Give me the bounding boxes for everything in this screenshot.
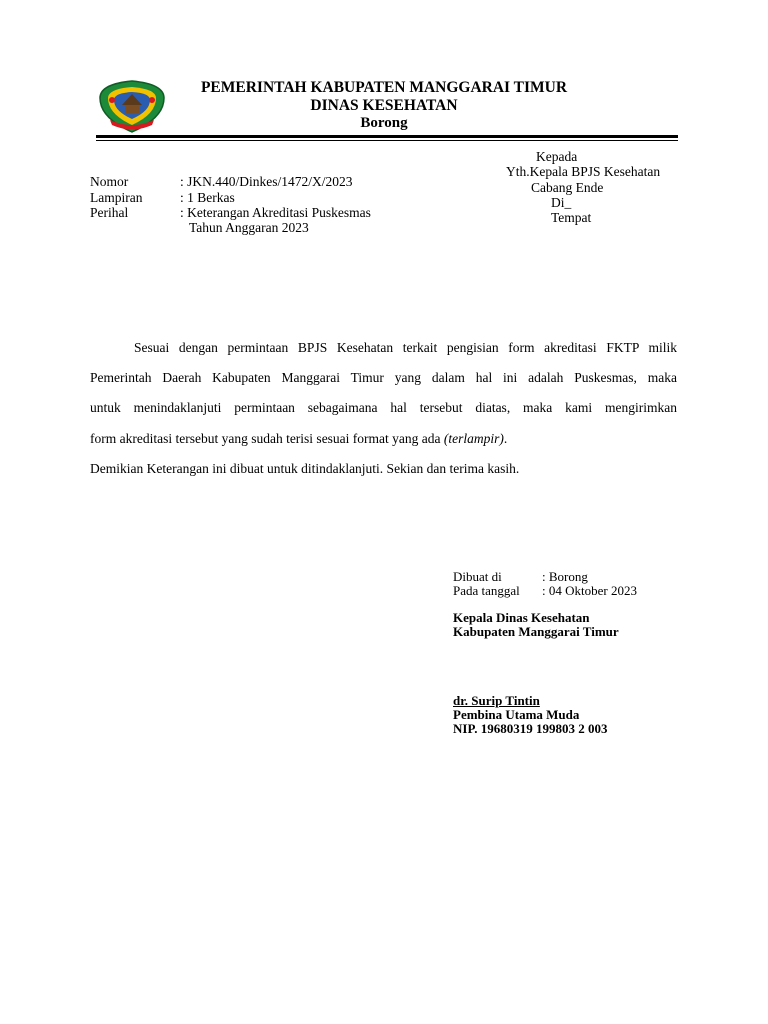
- lampiran-value: : 1 Berkas: [180, 190, 235, 205]
- signer-name: dr. Surip Tintin: [453, 693, 540, 708]
- letterhead-department: DINAS KESEHATAN: [310, 97, 458, 114]
- dibuat-label: Dibuat di: [453, 569, 502, 584]
- letterhead-rule-thin: [96, 140, 678, 141]
- body-paragraph1-line3: untuk menindaklanjuti permintaan sebagaimana hal tersebut diatas, maka kami mengirimkan: [90, 400, 677, 415]
- recipient-branch: Cabang Ende: [531, 180, 604, 195]
- signer-title-line1: Kepala Dinas Kesehatan: [453, 610, 590, 625]
- tanggal-label: Pada tanggal: [453, 583, 520, 598]
- perihal-value-line2: Tahun Anggaran 2023: [189, 220, 309, 235]
- signer-title-line2: Kabupaten Manggarai Timur: [453, 624, 619, 639]
- manggarai-timur-emblem-icon: [96, 78, 168, 134]
- recipient-name: Yth.Kepala BPJS Kesehatan: [506, 164, 661, 179]
- perihal-label: Perihal: [90, 205, 129, 220]
- letterhead-rule-thick: [96, 135, 678, 138]
- body-paragraph2: Demikian Keterangan ini dibuat untuk ditindaklanjuti. Sekian dan terima kasih.: [90, 461, 520, 476]
- body-line4-end: .: [503, 431, 508, 446]
- letterhead-government: PEMERINTAH KABUPATEN MANGGARAI TIMUR: [200, 79, 568, 96]
- body-line4-italic: (terlampir): [443, 431, 504, 446]
- dibuat-value: : Borong: [542, 569, 588, 584]
- body-paragraph1-line1: Sesuai dengan permintaan BPJS Kesehatan terkait pengisian form akreditasi FKTP milik: [134, 340, 677, 355]
- letterhead-city: Borong: [360, 115, 408, 131]
- perihal-value: : Keterangan Akreditasi Puskesmas: [180, 205, 371, 220]
- recipient-di: Di_: [551, 195, 572, 210]
- nomor-label: Nomor: [90, 174, 129, 189]
- signer-rank: Pembina Utama Muda: [453, 707, 580, 722]
- recipient-kepada: Kepada: [536, 149, 578, 164]
- body-paragraph1-line4: [90, 431, 677, 447]
- tanggal-value: : 04 Oktober 2023: [542, 583, 637, 598]
- lampiran-label: Lampiran: [90, 190, 143, 205]
- nomor-value: : JKN.440/Dinkes/1472/X/2023: [180, 174, 353, 189]
- body-line4-text: form akreditasi tersebut yang sudah terisi sesuai format yang ada: [90, 431, 441, 446]
- body-paragraph1-line2: Pemerintah Daerah Kabupaten Manggarai Timur yang dalam hal ini adalah Puskesmas, maka: [90, 370, 677, 385]
- recipient-tempat: Tempat: [551, 210, 592, 225]
- signer-nip: NIP. 19680319 199803 2 003: [453, 721, 608, 736]
